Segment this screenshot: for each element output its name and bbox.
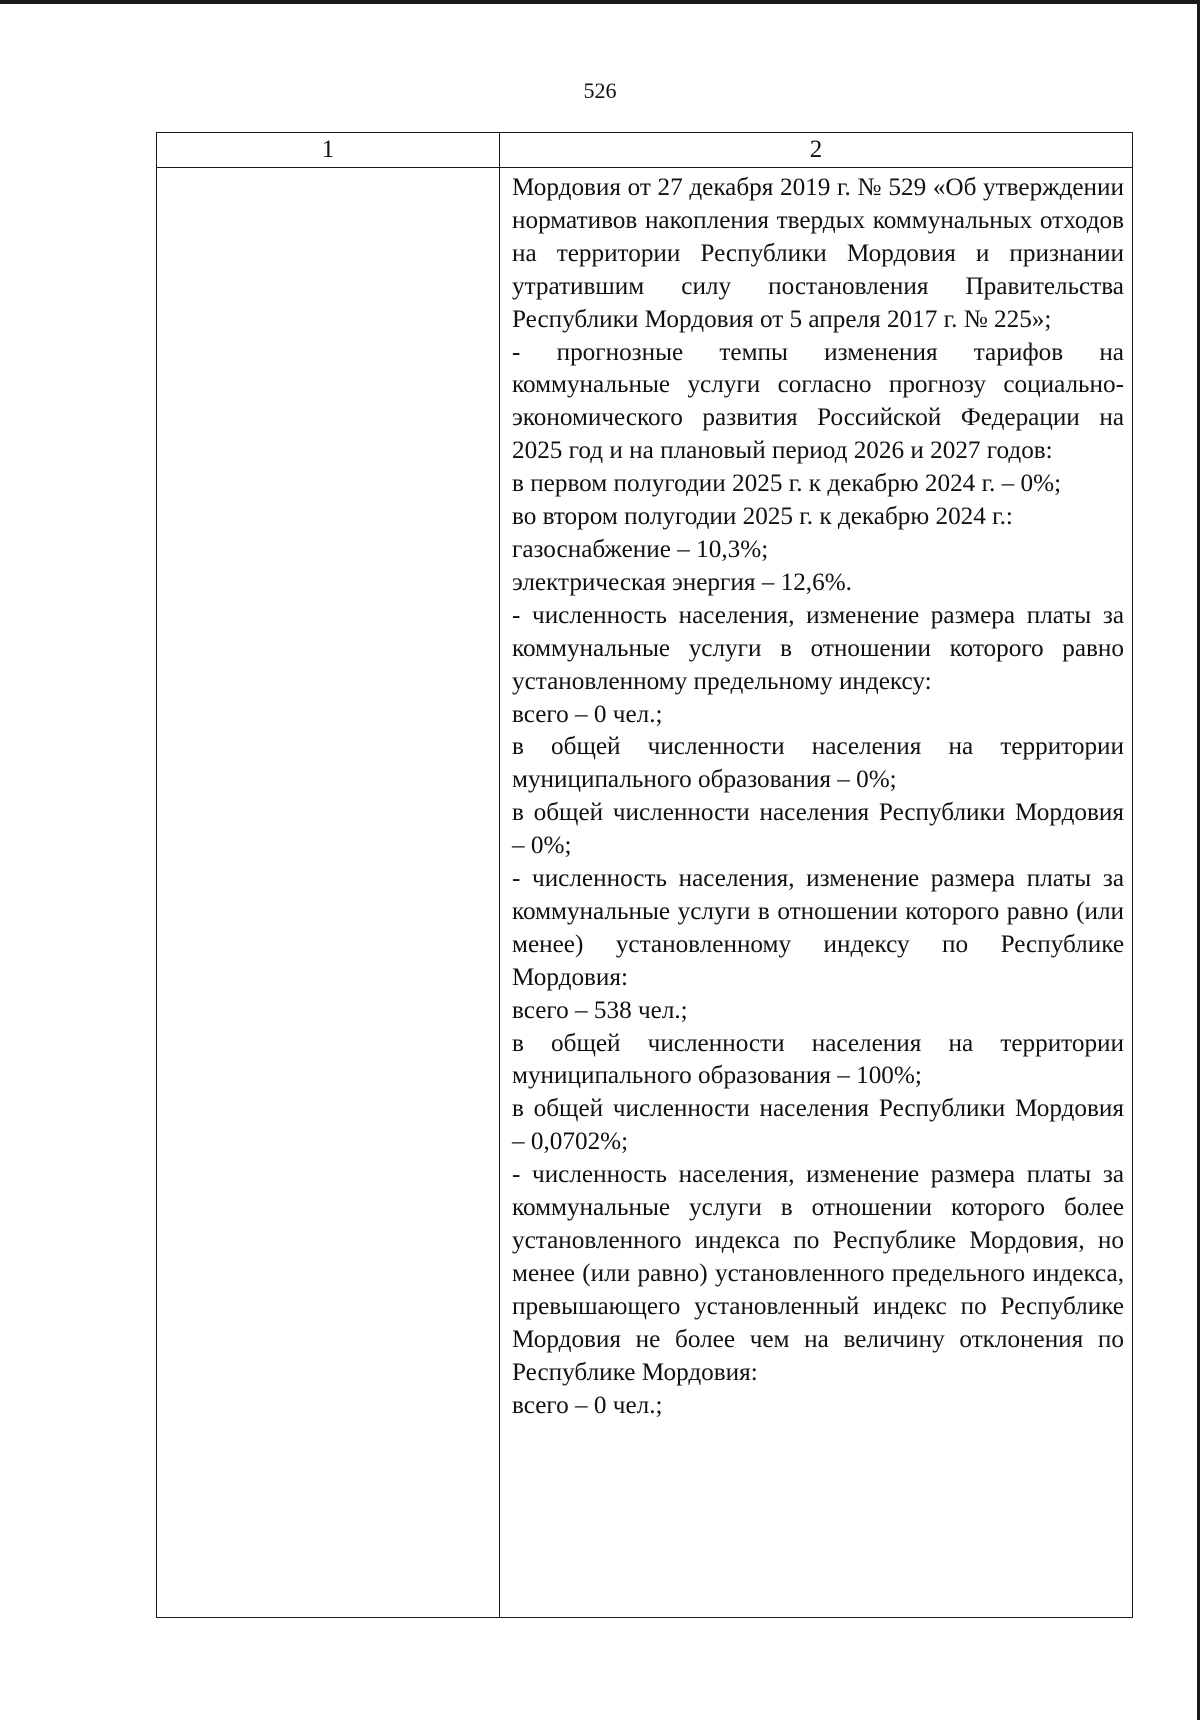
paragraph: всего – 0 чел.;: [512, 700, 663, 728]
column-header-2: 2: [500, 133, 1133, 168]
column-2-cell: [500, 168, 1133, 1618]
paragraph: во втором полугодии 2025 г. к декабрю 2024 г.:: [512, 503, 1013, 531]
scan-top-edge: [0, 0, 1200, 4]
paragraph: - численность населения, изменение размера платы за коммунальные услуги в отношении которого равно установленному предельному индексу:: [512, 601, 1124, 695]
paragraph: в общей численности населения на территории муниципального образования – 0%;: [512, 733, 1124, 794]
paragraph: электрическая энергия – 12,6%.: [512, 568, 852, 596]
paragraph: Мордовия от 27 декабря 2019 г. № 529 «Об утверждении нормативов накопления твердых коммунальных отходов на территории Республики Мордовия и признании утратившим силу постановления Правительства Республики Мордовия от 5 апреля 2017 г. № 225»;: [512, 174, 1124, 333]
paragraph: всего – 538 чел.;: [512, 996, 688, 1024]
paragraph: газоснабжение – 10,3%;: [512, 535, 769, 563]
table-header-row: [157, 133, 1133, 168]
paragraph: всего – 0 чел.;: [512, 1391, 663, 1419]
paragraph: в общей численности населения Республики Мордовия – 0%;: [512, 799, 1124, 860]
document-table: [156, 132, 1133, 1618]
page-number: 526: [583, 78, 617, 103]
paragraph: - прогнозные темпы изменения тарифов на коммунальные услуги согласно прогнозу социально-экономического развития Российской Федерации на 2025 год и на плановый период 2026 и 2027 годов:: [512, 338, 1124, 465]
paragraph: в первом полугодии 2025 г. к декабрю 2024 г. – 0%;: [512, 470, 1062, 498]
column-header-1: 1: [157, 133, 500, 168]
column-1-cell: [157, 168, 500, 1618]
paragraph: - численность населения, изменение размера платы за коммунальные услуги в отношении которого более установленного индекса по Республике Мордовия, но менее (или равно) установленного предельного индекса, превышающего установленный индекс по Республике Мордовия не более чем на величину отклонения по Республике Мордовия:: [512, 1161, 1124, 1386]
paragraph: в общей численности населения Республики Мордовия – 0,0702%;: [512, 1095, 1124, 1156]
paragraph: - численность населения, изменение размера платы за коммунальные услуги в отношении которого равно (или менее) установленному индексу по Республике Мордовия:: [512, 865, 1124, 991]
table-row: [157, 168, 1133, 1618]
paragraph: в общей численности населения на территории муниципального образования – 100%;: [512, 1029, 1124, 1090]
